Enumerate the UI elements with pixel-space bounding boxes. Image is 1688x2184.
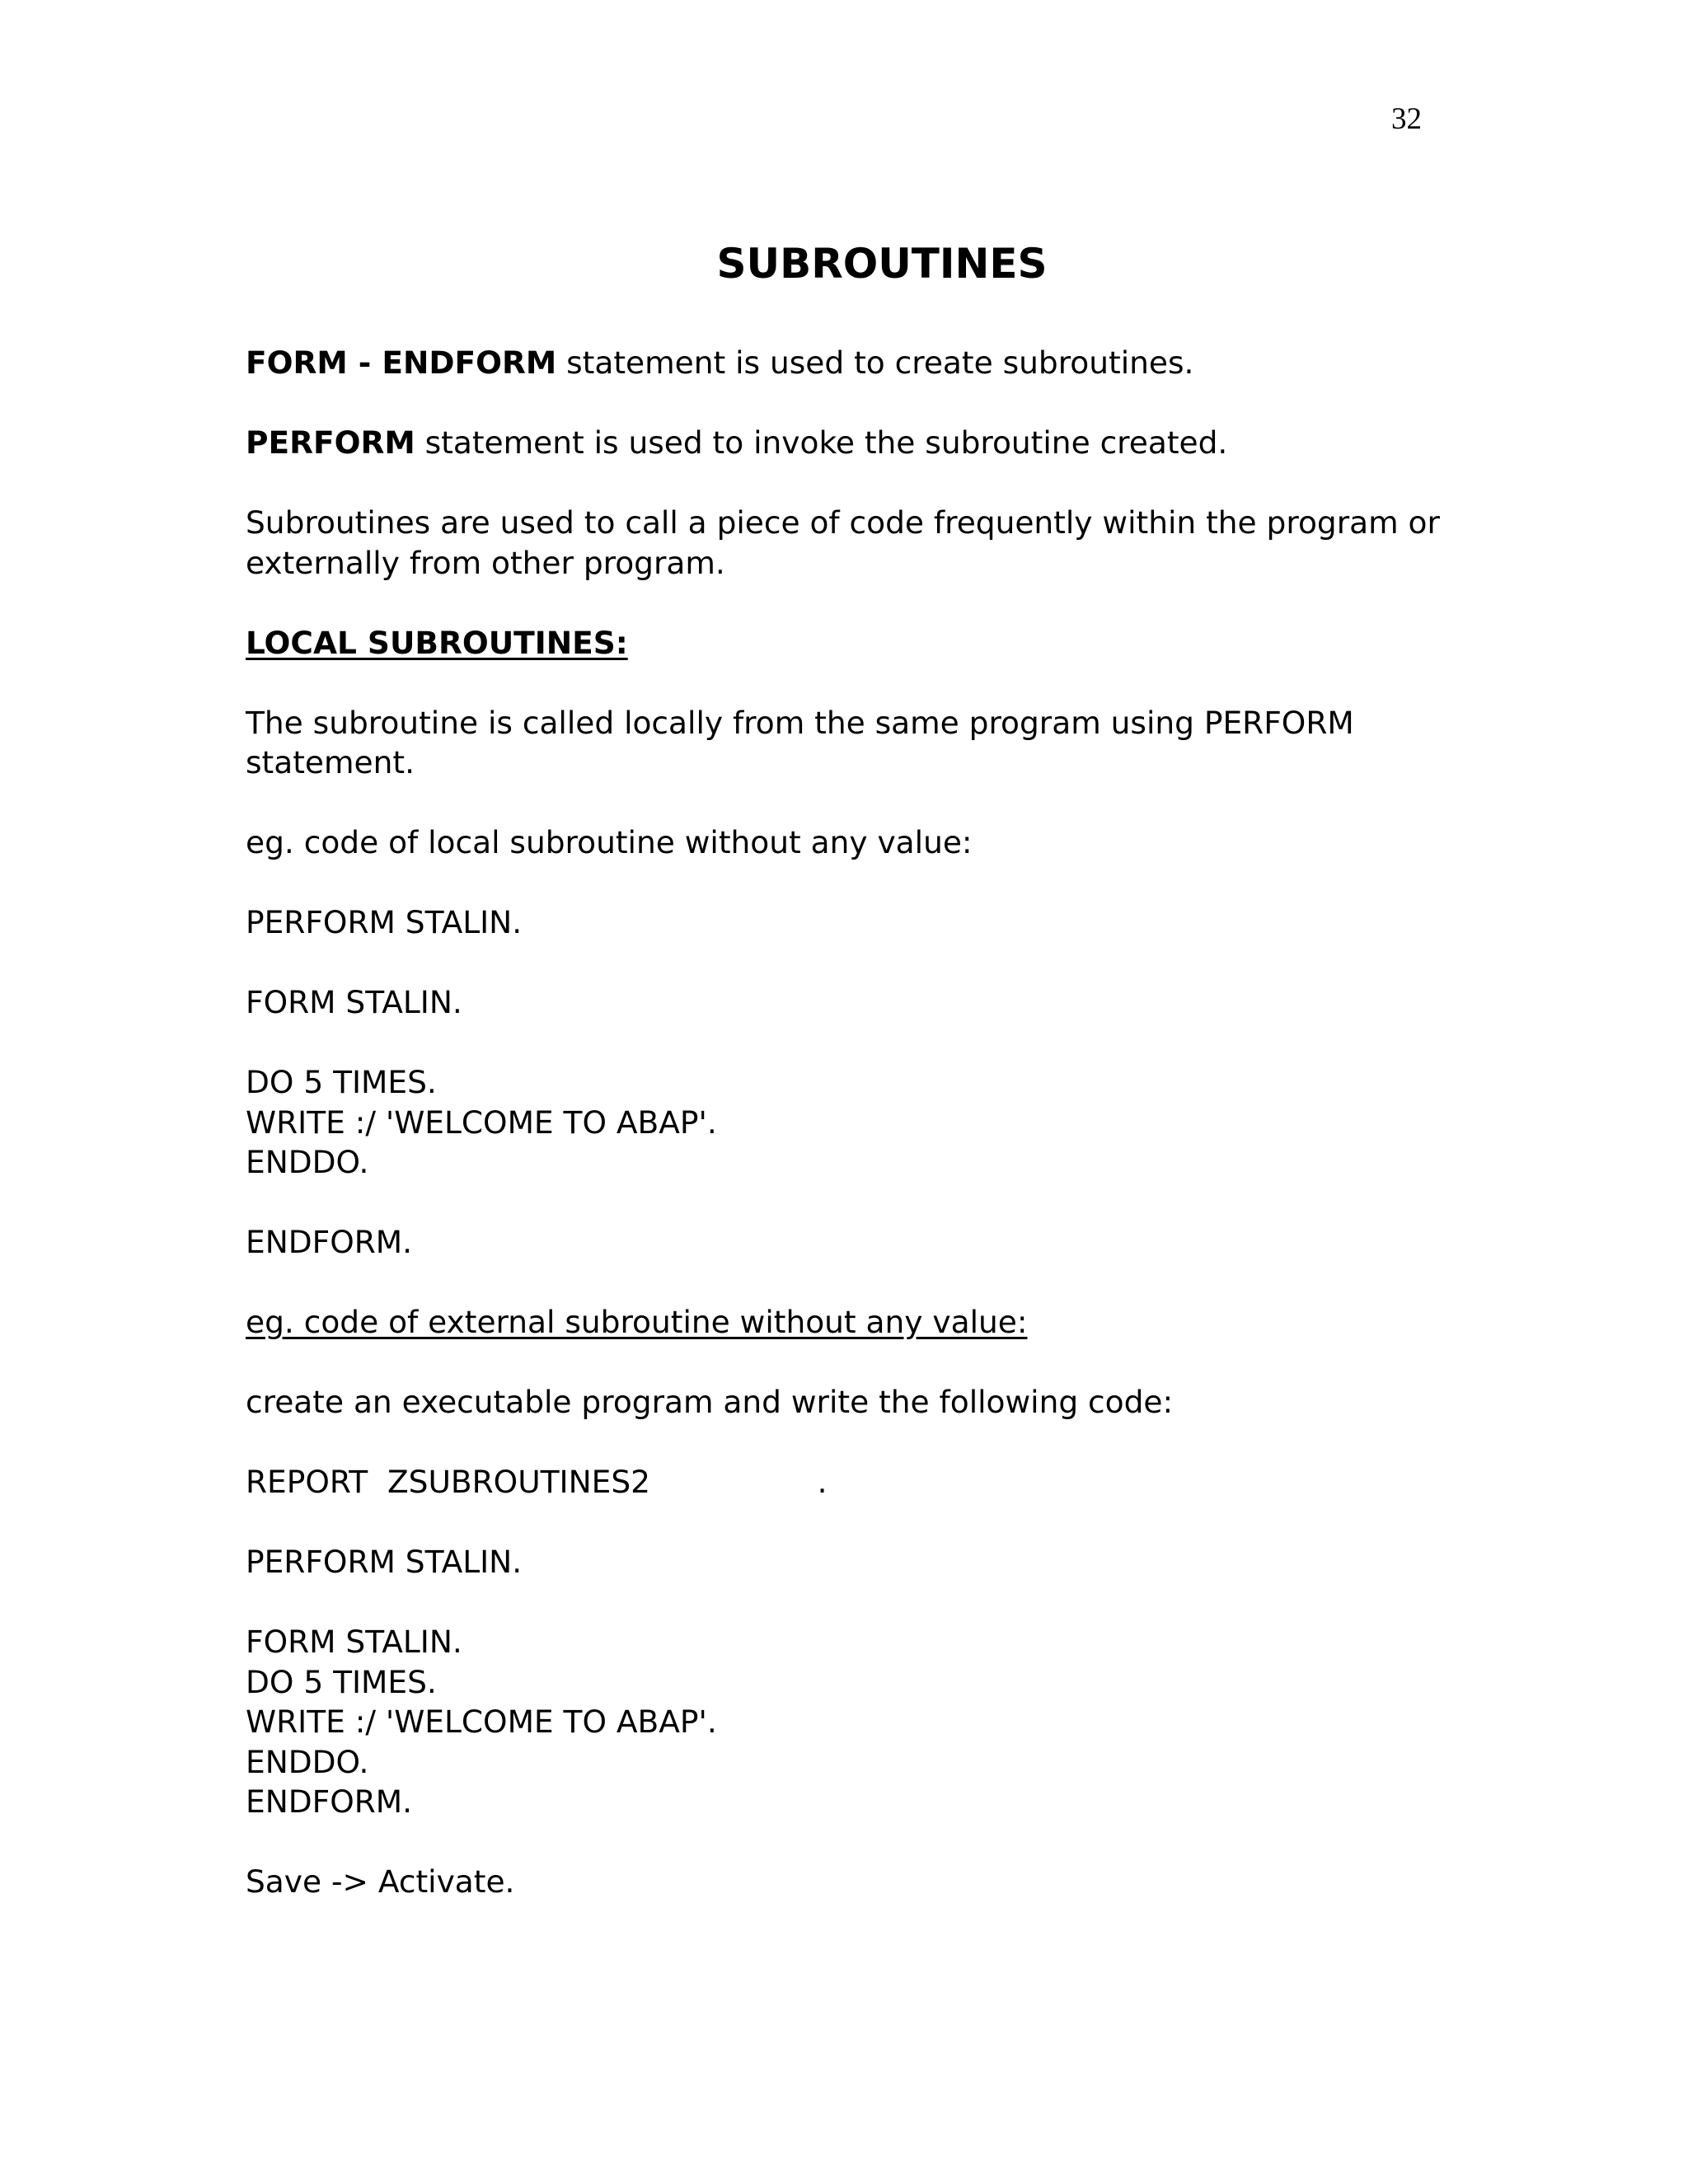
- paragraph-form-endform: [246, 343, 1531, 383]
- code-line-write: WRITE :/ 'WELCOME TO ABAP'.: [246, 1104, 717, 1141]
- final-step: Save -> Activate.: [246, 1863, 515, 1900]
- form-endform-keyword: FORM - ENDFORM: [246, 344, 557, 381]
- page-number: 32: [1391, 102, 1422, 136]
- code-line-form: FORM STALIN.: [246, 1624, 462, 1660]
- local-subroutines-description: The subroutine is called locally from the same program using PERFORM statement.: [246, 704, 1364, 780]
- code-line-do: DO 5 TIMES.: [246, 1663, 437, 1700]
- code-line-enddo: ENDDO.: [246, 1144, 369, 1180]
- perform-text: statement is used to invoke the subroutine created.: [415, 424, 1228, 461]
- page-title: SUBROUTINES: [716, 240, 1048, 288]
- external-instruction: create an executable program and write the following code:: [246, 1384, 1174, 1420]
- code-line-do: DO 5 TIMES.: [246, 1064, 437, 1100]
- code-line-perform: PERFORM STALIN.: [246, 904, 523, 940]
- local-subroutines-heading: LOCAL SUBROUTINES:: [246, 624, 628, 661]
- perform-keyword: PERFORM: [246, 424, 415, 461]
- code-line-form: FORM STALIN.: [246, 984, 462, 1020]
- paragraph-perform: [246, 423, 1531, 463]
- code-line-report: REPORT ZSUBROUTINES2 .: [246, 1464, 828, 1500]
- paragraph-subroutines-usage: Subroutines are used to call a piece of code frequently within the program or externally from other program.: [246, 504, 1450, 581]
- code-line-enddo: ENDDO.: [246, 1743, 369, 1780]
- code-line-write: WRITE :/ 'WELCOME TO ABAP'.: [246, 1704, 717, 1740]
- document-body: [246, 343, 1531, 1902]
- code-line-endform: ENDFORM.: [246, 1783, 413, 1820]
- code-line-endform: ENDFORM.: [246, 1224, 413, 1260]
- form-endform-text: statement is used to create subroutines.: [556, 344, 1194, 381]
- local-example-intro: eg. code of local subroutine without any value:: [246, 824, 973, 860]
- code-line-perform: PERFORM STALIN.: [246, 1544, 523, 1580]
- external-example-intro: eg. code of external subroutine without any value:: [246, 1304, 1028, 1340]
